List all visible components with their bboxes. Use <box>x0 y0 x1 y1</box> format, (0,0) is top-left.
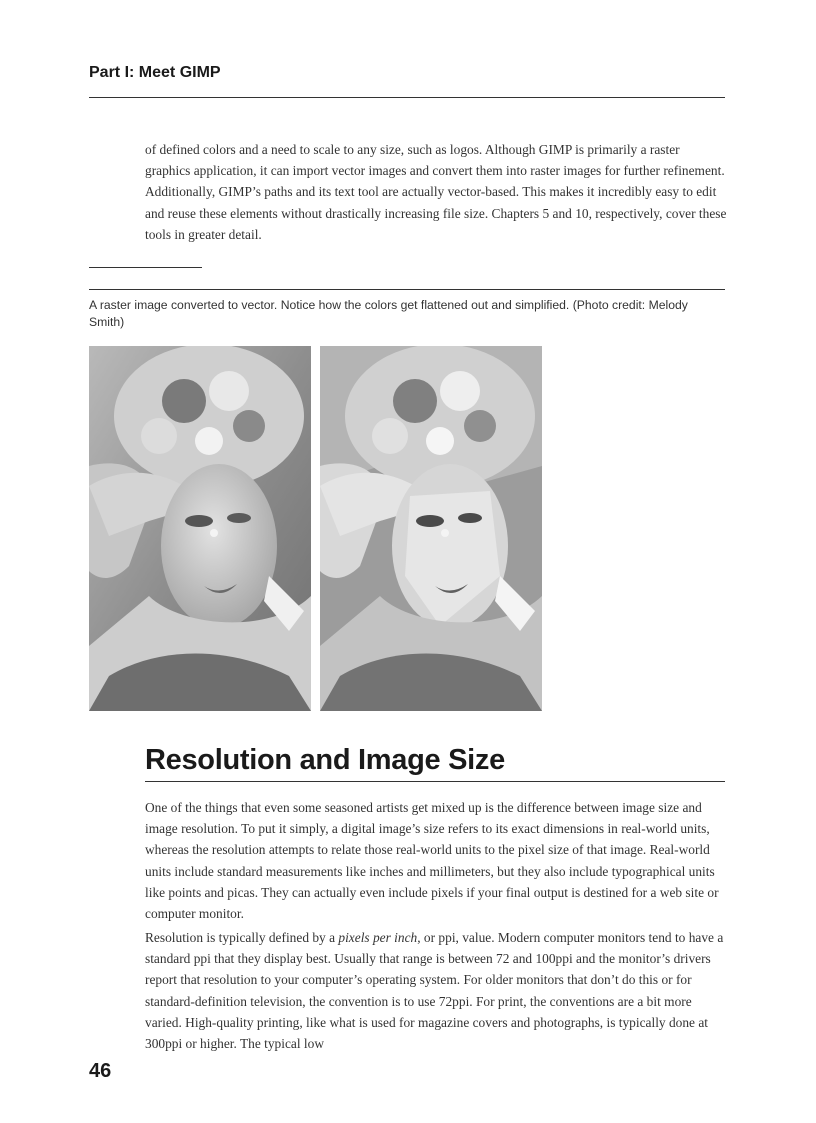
page-number: 46 <box>89 1060 112 1082</box>
footnote-rule <box>89 267 202 268</box>
p3-text-start: Resolution is typically defined by a <box>145 930 339 945</box>
paragraph-image-size: One of the things that even some seasoned artists get mixed up is the difference between image size and image resolution. To put it simply, a digital image’s size refers to its exact dimensions in real-world units, whereas the resolution attempts to relate those real-world units to the pixel size of that image. Real-world units include standard measurements like inches and millimeters, but they also include typographical units like points and picas. They can actually even include pixels if your final output is destined for a web site or computer monitor. <box>145 800 719 922</box>
paragraph-resolution <box>145 927 727 1054</box>
raster-photo <box>89 346 311 711</box>
figure-rule <box>89 289 725 290</box>
p3-emphasis: pixels per inch <box>338 930 418 945</box>
paragraph-vector-intro: of defined colors and a need to scale to any size, such as logos. Although GIMP is primarily a raster graphics application, it can import vector images and convert them into raster images for further refinement. Additionally, GIMP’s paths and its text tool are actually vector-based. This makes it incredibly easy to edit and reuse these elements without drastically increasing file size. Chapters 5 and 10, respectively, cover these tools in greater detail. <box>145 142 727 242</box>
vectorized-photo <box>320 346 542 711</box>
section-title: Resolution and Image Size <box>145 744 505 776</box>
p3-text-end: , or ppi, value. Modern computer monitors tend to have a standard ppi that they display best. Usually that range is between 72 and 100ppi and the monitor’s drivers report that resolution to your computer’s operating system. For older monitors that don’t do this or for standard-definition television, the convention is to use 72ppi. For print, the conventions are a bit more varied. High-quality printing, like what is used for magazine covers and photographs, is typically done at 300ppi or higher. The typical low <box>145 930 724 1052</box>
header-rule <box>89 97 725 98</box>
figure-caption: A raster image converted to vector. Notice how the colors get flattened out and simplified. (Photo credit: Melody Smith) <box>89 298 688 329</box>
running-head: Part I: Meet GIMP <box>89 64 221 81</box>
section-rule <box>145 781 725 782</box>
